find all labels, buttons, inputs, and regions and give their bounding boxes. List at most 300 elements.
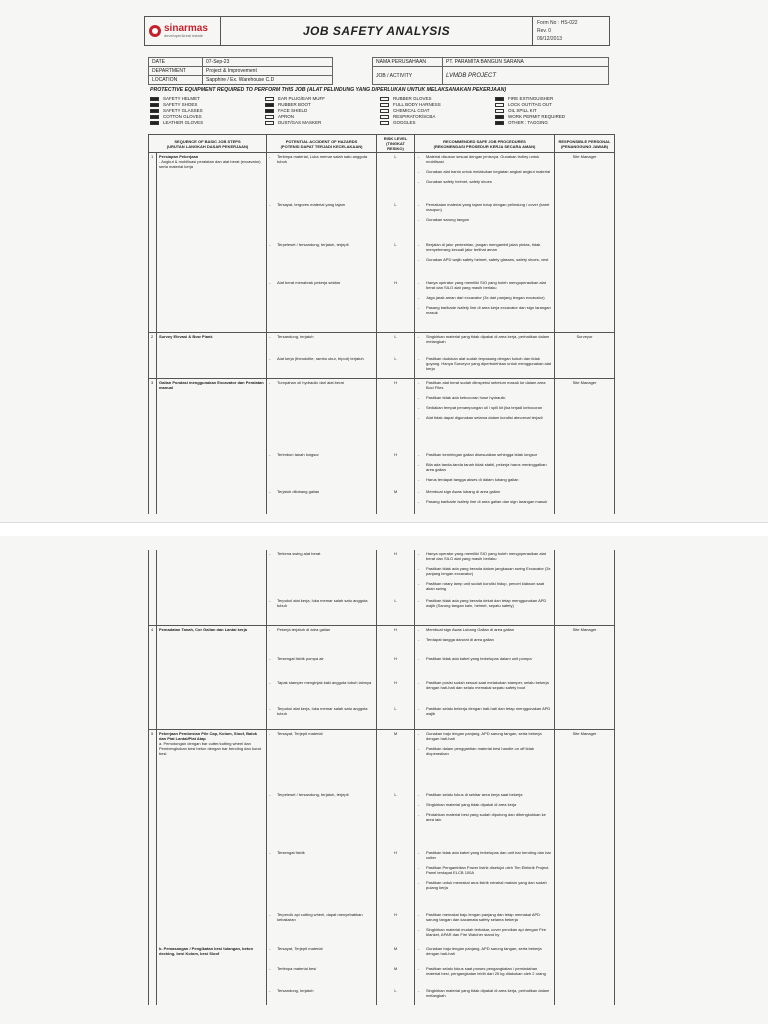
procedure-text: Pastikan memakai baju lengan panjang dan tetap memakai APD sarung tangan dan kacamata safety selama bekerja [426, 912, 541, 922]
risk-level: L [377, 153, 415, 201]
ppe-label: OIL SPILL KIT [508, 108, 537, 113]
empty-box-icon [495, 103, 504, 107]
procedure-cell [415, 965, 555, 987]
procedure-text: Singkirkan material yang tidak dipakai di area kerja, perhatikan dalam melangkah [426, 334, 550, 344]
hazard-text: Tertimpa material, Luka memar salah satu anggota tubuh [277, 154, 368, 164]
bullet-dash: - [418, 279, 420, 285]
ppe-checklist [150, 96, 610, 125]
ppe-item [380, 120, 495, 125]
risk-level: H [377, 655, 415, 679]
bullet-dash: - [269, 730, 271, 736]
job-step [157, 679, 267, 705]
procedure-cell [415, 655, 555, 679]
hazard-cell [267, 791, 377, 849]
procedure-cell [415, 849, 555, 911]
bullet-dash: - [269, 656, 271, 661]
department-value: Project & Improvement [203, 67, 333, 76]
table-row [149, 279, 615, 333]
hazard-cell [267, 333, 377, 355]
ppe-label: OTHER : TAGGING [508, 120, 548, 125]
jsa-table-page-1 [148, 134, 615, 514]
procedure-cell [415, 625, 555, 655]
table-row [149, 597, 615, 625]
procedure-text: Gunakan baju lengan panjang, APD sarung tangan, serta bekerja dengan hati-hati [426, 730, 542, 741]
hazard-text: Tersandung, terjatuh [277, 334, 314, 339]
hazard-text: Terpukul alat kerja, luka memar salah satu anggota tubuh [277, 706, 368, 716]
responsible-person [555, 488, 615, 514]
ppe-label: FULL BODY HARNESS [393, 102, 441, 107]
bullet-dash: - [418, 154, 420, 159]
bullet-dash: - [418, 745, 420, 751]
bullet-dash: - [418, 201, 420, 207]
bullet-dash: - [269, 279, 271, 285]
date-value: 07-Sep-23 [203, 58, 333, 67]
col-procedures-header: RECOMMENDED SAFE JOB PROCEDURES (REKOMENDASI PROSEDUR KERJA SECARA AMAN) [415, 135, 555, 153]
ppe-section-title: PROTECTIVE EQUIPMENT REQUIRED TO PERFORM THIS JOB (ALAT PELINDUNG YANG DIPERLUKAN UNTUK MELAKSANAKAN PEKERJAAN) [150, 87, 507, 93]
procedure-text: Gunakan safety helmet, safety shoes [426, 179, 492, 184]
bullet-dash: - [418, 415, 420, 420]
location-value: Sapphire / Ex. Warehouse C.D [203, 76, 333, 85]
risk-level: M [377, 729, 415, 791]
responsible-person [555, 791, 615, 849]
ppe-label: RUBBER GLOVES [393, 96, 432, 101]
col-hazards-header: POTENTIAL ACCIDENT OF HAZARDS (POTENSI DAPAT TERJADI KECELAKAAN) [267, 135, 377, 153]
bullet-dash: - [269, 451, 271, 457]
table-row [149, 333, 615, 355]
empty-box-icon [495, 109, 504, 113]
ppe-item [380, 108, 495, 113]
table-row [149, 379, 615, 451]
responsible-person [555, 945, 615, 965]
procedure-text: Pastikan untuk memakai arus listrik rotrahal maksin yang dan sudah pulang kerja [426, 880, 547, 890]
bullet-dash: - [269, 792, 271, 797]
jsa-table-page-2 [148, 550, 615, 1005]
table-row [149, 201, 615, 241]
ppe-item [150, 114, 265, 119]
procedure-cell [415, 550, 555, 597]
job-step [157, 729, 267, 791]
table-row [149, 625, 615, 655]
procedure-text: Terdapat tangga darurat di area galian [426, 636, 494, 642]
bullet-dash: - [418, 498, 420, 504]
checked-box-icon [150, 97, 159, 101]
job-step [157, 945, 267, 965]
procedure-text: Singkirkan material mudah terbakar, cover percikan api dengan Fire blanket, APAR dan Fire Watcher stand by [426, 927, 547, 937]
risk-level: H [377, 911, 415, 945]
hazard-cell [267, 379, 377, 451]
ppe-label: GOGGLES [393, 120, 416, 125]
ppe-label: DUST/GAS MASKER [278, 120, 322, 125]
bullet-dash: - [269, 850, 271, 855]
job-step [157, 451, 267, 488]
responsible-person [555, 597, 615, 625]
responsible-person [555, 355, 615, 379]
bullet-dash: - [418, 179, 420, 184]
procedure-text: Pastikan rotary lamp unit sudah kondisi hidup, pencet klakson saat akan swing [426, 581, 545, 591]
job-step-title: b. Pemasangan / Pengikatan besi tulangan, beton decking, besi Kolom, besi Sloof [159, 946, 254, 956]
bullet-dash: - [418, 626, 420, 632]
responsible-person [555, 550, 615, 597]
risk-level: L [377, 355, 415, 379]
bullet-dash: - [418, 461, 420, 467]
job-step [157, 911, 267, 945]
procedure-text: Membuat sign Awas lubang di area galian [426, 488, 500, 494]
table-row [149, 849, 615, 911]
company-value: PT. PARAMITA BANGUN SARANA [443, 58, 609, 67]
step-number [149, 355, 157, 379]
ppe-item [150, 120, 265, 125]
risk-level: H [377, 679, 415, 705]
ppe-item [265, 96, 380, 101]
job-step [157, 488, 267, 514]
bullet-dash: - [269, 201, 271, 207]
ppe-item [495, 120, 610, 125]
table-row [149, 987, 615, 1005]
table-row [149, 791, 615, 849]
bullet-dash: - [418, 927, 420, 932]
procedure-text: Gunakan sarung tangan [426, 216, 469, 222]
checked-box-icon [150, 115, 159, 119]
hazard-cell [267, 679, 377, 705]
bullet-dash: - [418, 405, 420, 410]
bullet-dash: - [418, 294, 420, 300]
col-risk-header: RISK LEVEL (TINGKAT RESIKO) [377, 135, 415, 153]
checked-box-icon [495, 115, 504, 119]
risk-level: L [377, 333, 415, 355]
table-row [149, 655, 615, 679]
hazard-text: Terpeleset / tersandung, terjatuh, terjepit [277, 241, 349, 247]
ppe-item [265, 120, 380, 125]
step-number: 3 [149, 379, 157, 451]
table-row [149, 355, 615, 379]
risk-level: L [377, 705, 415, 729]
hazard-cell [267, 987, 377, 1005]
job-step [157, 355, 267, 379]
procedure-cell [415, 451, 555, 488]
step-number [149, 241, 157, 279]
risk-level: L [377, 791, 415, 849]
activity-label: JOB / ACTIVITY [373, 67, 443, 85]
procedure-text: Pastikan tidak ada yang berada dalam jangkauan swing Excavator (3x panjang lengan excavator) [426, 566, 551, 576]
procedure-cell [415, 987, 555, 1005]
ppe-label: SAFETY HELMET [163, 96, 200, 101]
procedure-text: Pastikan alat berat sudah diinspeksi sebelum masuk ke dalam area Boci Files [426, 380, 546, 390]
job-step-detail: a. Pemotongan dengan bar cutter/cutting wheel dan Pembengkokan besi beton dengan bar bending dan kunci besi [159, 740, 262, 756]
step-number [149, 945, 157, 965]
step-number [149, 488, 157, 514]
hazard-text: Terimbun tanah longsor [277, 451, 319, 457]
bullet-dash: - [269, 154, 271, 159]
document-title: JOB SAFETY ANALYSIS [221, 17, 533, 45]
ppe-item [495, 114, 610, 119]
job-step [157, 597, 267, 625]
checked-box-icon [265, 103, 274, 107]
empty-box-icon [380, 103, 389, 107]
procedure-text: Jaga jarak aman dari excavator (3x dari panjang lengan excavator) [426, 294, 545, 300]
procedure-cell [415, 333, 555, 355]
bullet-dash: - [418, 850, 420, 855]
ppe-label: SAFETY GLASSES [163, 108, 203, 113]
hazard-cell [267, 655, 377, 679]
responsible-person [555, 201, 615, 241]
risk-level: H [377, 849, 415, 911]
responsible-person [555, 987, 615, 1005]
risk-level: L [377, 597, 415, 625]
ppe-label: COTTON GLOVES [163, 114, 202, 119]
table-row [149, 488, 615, 514]
checked-box-icon [150, 109, 159, 113]
step-number: 5 [149, 729, 157, 791]
hazard-text: Alat berat menabrak pekerja sekitar [277, 279, 341, 285]
table-row [149, 451, 615, 488]
bullet-dash: - [418, 334, 420, 339]
table-row [149, 153, 615, 201]
ppe-item [495, 96, 610, 101]
bullet-dash: - [418, 656, 420, 661]
procedure-text: Pastikan tidak ada kabel yang terkelupas dalam unit pompa [426, 656, 532, 661]
form-header [144, 16, 610, 46]
procedure-text: Alat tidak dapat digunakan selama dalam kondisi abnormal terjadi [426, 415, 543, 420]
bullet-dash: - [418, 304, 420, 310]
step-number [149, 791, 157, 849]
step-number: 2 [149, 333, 157, 355]
ppe-label: FACE SHIELD [278, 108, 308, 113]
bullet-dash: - [418, 241, 420, 247]
bullet-dash: - [418, 216, 420, 222]
hazard-text: Alat kerja (theodolite, rambu ukur, tripod) terjatuh [277, 355, 364, 361]
job-step [157, 241, 267, 279]
procedure-cell [415, 201, 555, 241]
responsible-person [555, 241, 615, 279]
procedure-cell [415, 945, 555, 965]
bullet-dash: - [269, 912, 271, 917]
risk-level: H [377, 279, 415, 333]
procedure-text: Sediakan tempat penampungan oli / spill kit jika terjadi kebocoran [426, 405, 543, 410]
step-number [149, 550, 157, 597]
table-row [149, 705, 615, 729]
ppe-label: WORK PERMIT REQUIRED [508, 114, 566, 119]
location-label: LOCATION [149, 76, 203, 85]
hazard-text: Terkena swing alat berat [277, 551, 321, 556]
hazard-cell [267, 279, 377, 333]
procedure-text: Pastikan tidak ada yang berada dekat dan tetap menggunakan APD wajib (Sarung tangan kain, helmet, sepatu safety) [426, 598, 547, 608]
bullet-dash: - [269, 966, 271, 971]
hazard-cell [267, 550, 377, 597]
hazard-text: Terpercik api cutting wheel, dapat menyebabkan kebakaran [277, 912, 363, 922]
procedure-text: Pastikan posisi sudah sesuai saat melakukan stamper, selalu bekerja dengan hati-hati dan selalu memakai sepatu safety boot [426, 680, 549, 690]
step-number [149, 965, 157, 987]
procedure-cell [415, 679, 555, 705]
ppe-label: SAFETY SHOES [163, 102, 198, 107]
hazard-text: Terpeleset / tersandung, terjatuh, terjepit [277, 792, 349, 797]
risk-level: H [377, 379, 415, 451]
hazard-text: Terpukul alat kerja, luka memar salah satu anggota tubuh [277, 598, 368, 608]
procedure-text: Gunakan APD wajib safety helmet, safety glasses, safety shoes, vest [426, 256, 549, 262]
responsible-person: Site Manager [555, 379, 615, 451]
responsible-person: Surveyor [555, 333, 615, 355]
responsible-person: Site Manager [555, 625, 615, 655]
bullet-dash: - [418, 598, 420, 603]
job-step-title: Persiapan Pekerjaan [159, 154, 199, 159]
form-meta [533, 17, 609, 45]
procedure-cell [415, 153, 555, 201]
bullet-dash: - [418, 256, 420, 262]
ppe-label: APRON [278, 114, 295, 119]
empty-box-icon [265, 97, 274, 101]
procedure-text: Bila ada tanda-tanda tanah tidak stabil, pekerja harus meninggalkan area galian [426, 461, 547, 472]
hazard-text: Tertimpa material besi [277, 966, 317, 971]
job-step [157, 625, 267, 655]
hazard-text: Tersayat, Terjepit material [277, 730, 323, 736]
job-step-title: Pekerjaan Pembesian Pile Cap, Kolom, Sloof, Balok dan Plat Lantai/Plat Atap [159, 730, 258, 741]
risk-level: H [377, 625, 415, 655]
bullet-dash: - [269, 626, 271, 632]
procedure-text: Pasang barikade /safety line di area galian dan sign larangan masuk [426, 498, 548, 504]
responsible-person [555, 705, 615, 729]
hazard-cell [267, 355, 377, 379]
bullet-dash: - [418, 380, 420, 385]
procedure-text: Hanya operator yang memiliki SIO yang boleh mengoperasikan alat berat dan SILO alat yang masih berlaku [426, 551, 546, 561]
ppe-label: FIRE EXTINGUISHER [508, 96, 554, 101]
ppe-item [265, 108, 380, 113]
hazard-text: Tersayat, tergores material yang tajam [277, 201, 346, 207]
hazard-cell [267, 488, 377, 514]
bullet-dash: - [418, 812, 420, 817]
job-step-title: Galian Pondasi menggunakan Excavator dan Peralatan manual [159, 380, 264, 390]
step-number [149, 655, 157, 679]
hazard-cell [267, 705, 377, 729]
step-number [149, 597, 157, 625]
bullet-dash: - [418, 355, 420, 361]
empty-box-icon [380, 115, 389, 119]
table-row [149, 911, 615, 945]
procedure-text: Singkirkan material yang tidak dipakai di area kerja [426, 802, 517, 807]
job-step [157, 849, 267, 911]
empty-box-icon [380, 121, 389, 125]
procedure-text: Material disusun sesuai dengan jenisnya. Gunakan trolley untuk mobilisasi [426, 154, 540, 164]
bullet-dash: - [418, 730, 420, 736]
bullet-dash: - [269, 946, 271, 951]
form-date: 09/12/2013 [537, 36, 563, 42]
ppe-item [150, 108, 265, 113]
procedure-text: Pastikan tidak ada kebocoran hose hydraulic [426, 395, 506, 400]
bullet-dash: - [418, 912, 420, 917]
procedure-text: Pastikan dudukan alat sudah terpasang dengan kokoh dan tidak goyang. Hanya Surveyor yang diperbolehkan untuk menggunakan alat kerja [426, 355, 551, 371]
hazard-text: Tersengat listrik pompa air [277, 656, 324, 661]
company-name: sinarmas [164, 23, 208, 34]
step-number [149, 911, 157, 945]
job-step-detail: - Angkut & mobilisasi peralatan dan alat berat (excavator) serta material kerja [159, 159, 261, 169]
risk-level: M [377, 488, 415, 514]
job-step-title: Survey Elevasi & Bow Plank [159, 334, 213, 339]
company-label: NAMA PERUSAHAAN [373, 58, 443, 67]
step-number [149, 987, 157, 1005]
bullet-dash: - [418, 802, 420, 807]
page-separator [0, 522, 768, 536]
procedure-cell [415, 729, 555, 791]
ppe-item [495, 102, 610, 107]
date-label: DATE [149, 58, 203, 67]
procedure-text: Pastikan kemiringan galian disesuaikan sehingga tidak longsor [426, 451, 538, 457]
empty-box-icon [380, 97, 389, 101]
bullet-dash: - [418, 966, 420, 971]
hazard-text: Tersandung, terjatuh [277, 988, 314, 993]
ppe-item [265, 102, 380, 107]
ppe-label: EAR PLUG/EAR MUFF [278, 96, 326, 101]
procedure-cell [415, 911, 555, 945]
step-number: 1 [149, 153, 157, 201]
bullet-dash: - [418, 451, 420, 457]
bullet-dash: - [418, 865, 420, 870]
procedure-cell [415, 279, 555, 333]
empty-box-icon [265, 115, 274, 119]
bullet-dash: - [418, 946, 420, 951]
ppe-label: RESPIRATOR/SCBA [393, 114, 436, 119]
procedure-cell [415, 597, 555, 625]
responsible-person [555, 849, 615, 911]
procedure-cell [415, 488, 555, 514]
bullet-dash: - [418, 169, 420, 174]
bullet-dash: - [269, 334, 271, 339]
checked-box-icon [150, 103, 159, 107]
hazard-text: Tersengat listrik [277, 850, 305, 855]
ppe-item [380, 102, 495, 107]
hazard-text: Tumpahan oli hydraulic dari alat berat [277, 380, 344, 385]
ppe-label: LOCK OUT/TAG OUT [508, 102, 552, 107]
hazard-text: Tapak stamper menginjak kaki anggota tubuh lainnya [277, 680, 372, 685]
step-number: 4 [149, 625, 157, 655]
procedure-text: Pastikan dalam penggantian material besi handle on off tidak dioperasikan [426, 745, 534, 756]
procedure-cell [415, 705, 555, 729]
procedure-cell [415, 355, 555, 379]
bullet-dash: - [269, 355, 271, 361]
checked-box-icon [495, 97, 504, 101]
empty-box-icon [380, 109, 389, 113]
company-logo [145, 17, 221, 45]
procedure-text: Pindahkan material besi yang sudah dipotong dan dibengkokkan ke area lain [426, 812, 546, 822]
bullet-dash: - [418, 395, 420, 400]
job-step [157, 153, 267, 201]
bullet-dash: - [269, 551, 271, 556]
procedure-text: Gunakan baju lengan panjang, APD sarung tangan, serta bekerja dengan hati-hati [426, 946, 542, 956]
procedure-text: Hanya operator yang memiliki SIO yang boleh mengoperasikan alat berat dan SILO alat yang masih berlaku [426, 279, 546, 290]
table-row [149, 965, 615, 987]
responsible-person [555, 679, 615, 705]
ppe-item [265, 114, 380, 119]
hazard-cell [267, 625, 377, 655]
ppe-label: RUBBER BOOT [278, 102, 311, 107]
responsible-person [555, 911, 615, 945]
bullet-dash: - [269, 598, 271, 603]
ppe-label: CHEMICAL COAT [393, 108, 430, 113]
procedure-text: Pastikan selalu fokus di sekitar area kerja saat bekerja [426, 792, 523, 797]
procedure-text: Pastikan selalu fokus saat proses pengangkatan / pemindahan material besi, pengangkatan lebih dari 25 kg dilakukan oleh 2 orang [426, 966, 546, 976]
checked-box-icon [265, 109, 274, 113]
hazard-text: Pekerja terjatuh di area galian [277, 626, 331, 632]
job-step [157, 379, 267, 451]
risk-level: M [377, 965, 415, 987]
procedure-cell [415, 791, 555, 849]
job-step [157, 550, 267, 597]
ppe-item [380, 96, 495, 101]
bullet-dash: - [269, 706, 271, 711]
form-number: Form No : HS-022 [537, 20, 578, 26]
procedure-cell [415, 241, 555, 279]
hazard-cell [267, 597, 377, 625]
procedure-text: Pemakaian material yang tajam tutup dengan pelindung / cover (karet maupun) [426, 201, 550, 212]
bullet-dash: - [269, 380, 271, 385]
bullet-dash: - [269, 488, 271, 494]
